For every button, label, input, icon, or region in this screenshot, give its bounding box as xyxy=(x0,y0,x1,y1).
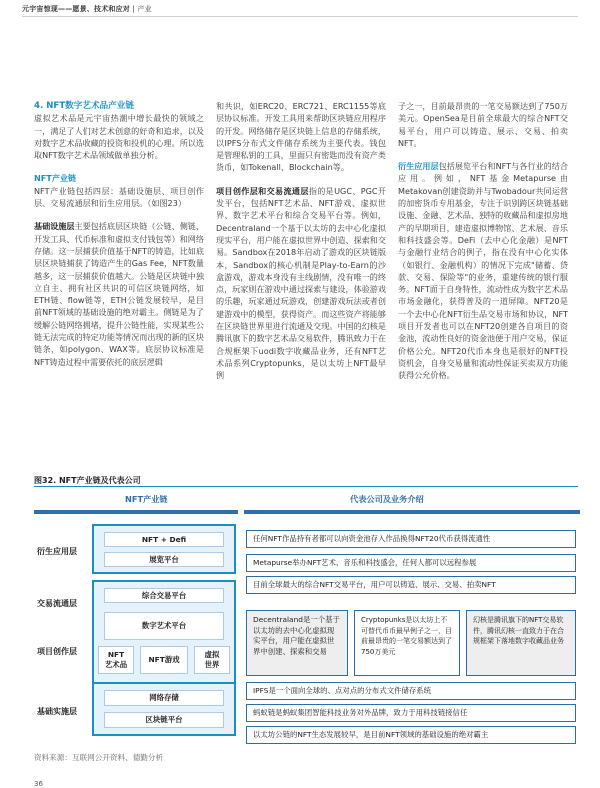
figure-left-heading: NFT产业链 xyxy=(125,494,168,504)
pill-digital-art: 数字艺术平台 xyxy=(104,612,224,640)
company-ipfs-box: IPFS是一个面向全球的、点对点的分布式文件储存系统 xyxy=(246,682,576,700)
company-antchain-box: 蚂蚁链是蚂蚁集团智能科技业务对外品牌，致力于用科技链接信任 xyxy=(246,704,576,722)
text-column-3 xyxy=(398,100,568,393)
company-opensea-box: 目前全球最大的综合NFT交易平台，用户可以铸造、展示、交易、拍卖NFT xyxy=(246,576,576,594)
company-huanhe-box: 幻核是腾讯旗下的NFT交易软件，腾讯幻核一直致力于在合规框架下落地数字收藏品业务 xyxy=(466,610,576,676)
subheading-nft-chain: NFT产业链 xyxy=(34,173,77,184)
pill-virtual-world: 虚拟 世界 xyxy=(194,646,230,674)
infra-paragraph xyxy=(34,220,204,368)
layer-infra-label: 基础实施层 xyxy=(37,707,77,716)
text-column-2 xyxy=(216,100,386,393)
company-cryptopunks-box: Cryptopunks是以太坊上不可替代币币最早例子之一，目前最昂贵的一笔交易额达到了750万美元 xyxy=(354,610,460,676)
frame-infra xyxy=(92,682,236,736)
infra-lead: 基础设施层 xyxy=(34,221,75,232)
pill-nft-game: NFT游戏 xyxy=(140,646,188,674)
header-section: 产业 xyxy=(137,5,152,13)
pill-nft-defi: NFT + Defi xyxy=(104,532,224,547)
infra-text: 主要包括底层区块链（公链、侧链、开发工具、代币标准和虚拟支付钱包等）和网络存储。这一层捕获价值基于NFT的铸造，比如底层区块链捕获了铸造产生的Gas Fee，NFT数量越多，这一层捕获价值越大。公链是区块链中独立自主、拥有社区共识的可信区块链网络，如ETH链、flow链等，ETH公链发展较早，是目前NFT领域的基础设施的绝对霸主。侧链是为了缓解公链网络拥堵，提升公链性能，实现某些公链无法完成的特定功能等情况而出现的新的区块链条，如polygon、WAX等。底层协议标准是NFT铸造过程中需要依托的底层逻辑 xyxy=(34,221,204,367)
header-separator: | xyxy=(132,5,135,13)
layer-derivative-label: 衍生应用层 xyxy=(37,547,77,556)
company-decentraland-box: Decentraland是一个基于以太坊的去中心化虚拟现实平台，用户能在虚拟世界中创建、探索和交易 xyxy=(246,610,348,676)
derivative-text: 包括展览平台和NFT与各行业的结合应用。例如，NFT基金Metapurse由Metakovan创建资助并与Twobadour共同运营的加密货币专用基金，专注于识别跨区块链基础设施、金融、艺术品、独特的收藏品和虚拟房地产的早期项目，建造虚拟博物馆、艺术展、音乐和科技盛会等。DeFi（去中心化金融）是NFT与金融行业结合的例子，指在没有中心化实体（如银行、金融机构）的情况下完成"储蓄、贷款、交易、保险等"的业务，重建传统的银行服务。NFT面于自身特性，流动性成为数字艺术品市场金融化，获得普及的一道屏障。NFT20是一个去中心化NFT衍生品交易市场和协议，NFT项目开发者也可以在NFT20创建各自项目的资金池，流动性良好的资金池便于用户交易，保证价格公允。NFT20代币本身也是很好的NFT投资机会，自身交易量和流动性保证买卖双方功能获得公允价格。 xyxy=(398,161,568,381)
pill-nft-art: NFT 艺术品 xyxy=(98,646,134,674)
running-header xyxy=(22,4,152,14)
figure-rule xyxy=(34,486,578,487)
pill-blockchain: 区块链平台 xyxy=(104,712,224,728)
creation-text: 指的是UGC、PGC开发平台，包括NFT艺术品、NFT游戏、虚拟世界、数字艺术平台和综合交易平台等。例如，Decentraland一个基于以太坊的去中心化虚拟现实平台，用户能在虚拟世界中创造、探索和交易。Sandbox在2018年启动了游戏的区块链版本，Sandbox的核心机制是Play-to-Earn的沙盒游戏，游戏本身没有主线剧情，没有唯一的终点，玩家则在游戏中通过探索与建设，体验游戏的乐趣，玩家通过玩游戏，创建游戏玩法或者创建游戏中的模型，获得资产。而这些资产将能够在区块链世界里进行流通及交现。中国的幻核是腾讯旗下的数字艺术品交易软件，腾讯致力于在合规框架下uodi数字收藏品业务，还有NFT艺术品系列Cryptopunks，是以太坊上NFT最早例 xyxy=(216,185,386,381)
cryptopunks-continued-paragraph: 子之一，目前最昂贵的一笔交易额达到了750万美元。OpenSea是目前全球最大的综合NFT交易平台，用户可以铸造、展示、交易、拍卖NFT。 xyxy=(398,101,568,148)
company-nft20-box: 任何NFT作品持有者都可以向资金池存入作品换得NFT20代币获得流通性 xyxy=(246,530,576,548)
pill-trade-platform: 综合交易平台 xyxy=(104,588,224,603)
pill-exhibit: 展览平台 xyxy=(104,552,224,567)
pill-storage: 网络存储 xyxy=(104,690,224,706)
creation-paragraph xyxy=(216,185,386,382)
creation-lead: 项目创作层和交易流通层 xyxy=(216,185,309,196)
intro-paragraph: 虚拟艺术品是元宇宙热潮中增长最快的领域之一，满足了人们对艺术创意的好奇和追求，以及对数字艺术品收藏的投资和投机的心理。所以选取NFT数字艺术品领域做单独分析。 xyxy=(34,113,204,161)
company-eth-box: 以太坊公链的NFT生态发展较早，是目前NFT领域的基础设施的绝对霸主 xyxy=(246,726,576,744)
text-column-1 xyxy=(34,100,204,379)
page-number: 36 xyxy=(34,780,43,788)
derivative-lead: 衍生应用层 xyxy=(398,161,439,172)
infra-continued-paragraph: 和共识，如ERC20、ERC721、ERC1155等底层协议标准。开发工具用来帮助区块链应用程序的开发。网络储存是区块链上信息的存储系统，以IPFS分布式文件储存系统为主要代表。钱包是管理私钥的工具，里面只有密匙而没有资产类货币，如Tokenall、Blockchain等。 xyxy=(216,101,386,173)
figure-right-heading: 代表公司及业务介绍 xyxy=(350,494,424,504)
left-heading-bar xyxy=(34,510,238,514)
right-heading-bar xyxy=(244,510,580,514)
frame-derivative xyxy=(92,524,236,574)
layer-creation-label: 项目创作层 xyxy=(37,647,77,656)
header-title: 元宇宙惊现——愿景、技术和应对 xyxy=(22,5,130,13)
chain-overview-paragraph: NFT产业链包括四层：基础设施层、项目创作层、交易流通层和衍生应用层。（如图23） xyxy=(34,185,204,209)
derivative-paragraph xyxy=(398,160,568,381)
figure-title: 图32. NFT产业链及代表公司 xyxy=(34,476,141,485)
company-metapurse-box: Metapurse举办NFT艺术、音乐和科技盛会，任何人都可以远程参展 xyxy=(246,554,576,572)
figure-source: 资料来源：互联网公开资料、德勤分析 xyxy=(34,753,164,762)
layer-trading-label: 交易流通层 xyxy=(37,599,77,608)
frame-trading-creation xyxy=(92,580,236,692)
section-title: 4. NFT数字艺术品产业链 xyxy=(34,101,134,111)
header-rule xyxy=(22,16,578,17)
